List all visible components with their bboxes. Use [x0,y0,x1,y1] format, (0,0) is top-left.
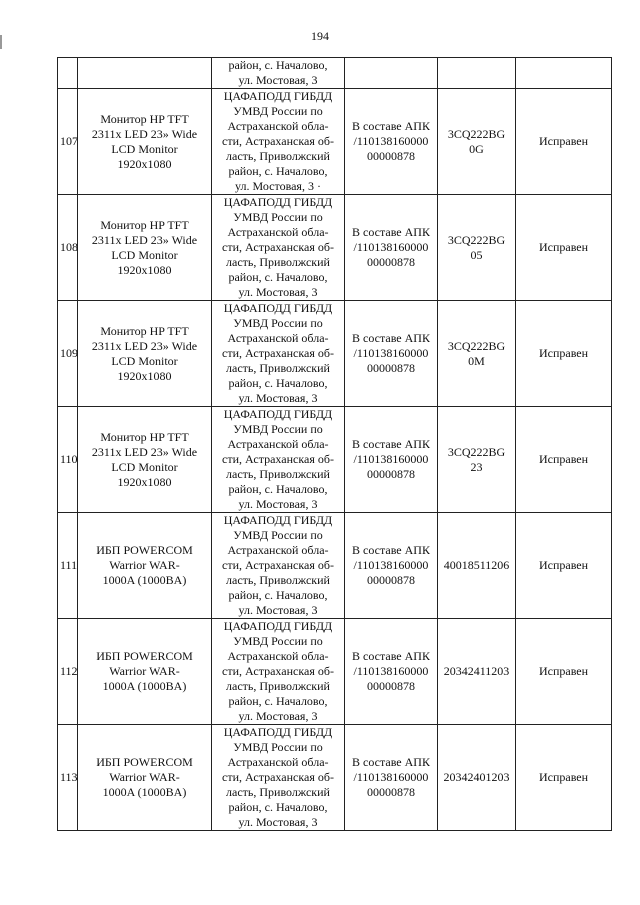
cell-name: ИБП POWERCOM Warrior WAR- 1000A (1000BA) [78,513,212,619]
cell-number: 109 [58,301,78,407]
location-line: район, с. Началово, [228,58,328,72]
cell-serial: 3CQ222BG 0M [438,301,516,407]
equipment-table-body [58,58,612,831]
table-row [58,301,612,407]
location-line: район, с. Началово, [228,270,328,284]
continuation-row [58,58,612,89]
location-line: УМВД России по [233,528,323,542]
cell-serial: 20342411203 [438,619,516,725]
cell-number: 111 [58,513,78,619]
table-row [58,89,612,195]
cell-state [516,58,612,89]
cell-location [212,407,345,513]
location-line: Астраханской обла- [227,437,329,451]
location-line: сти, Астраханская об- [222,452,334,466]
location-line: ул. Мостовая, 3 [238,815,318,829]
cell-location [212,301,345,407]
location-line: ласть, Приволжский [226,679,330,693]
table-row [58,513,612,619]
location-line: ласть, Приволжский [226,785,330,799]
location-line: Астраханской обла- [227,649,329,663]
cell-location [212,195,345,301]
location-line: сти, Астраханская об- [222,134,334,148]
location-line: сти, Астраханская об- [222,770,334,784]
cell-state: Исправен [516,619,612,725]
location-line: сти, Астраханская об- [222,664,334,678]
location-line: ЦАФАПОДД ГИБДД [223,89,333,103]
location-line: район, с. Началово, [228,588,328,602]
location-line: ЦАФАПОДД ГИБДД [223,407,333,421]
cell-location [212,58,345,89]
cell-name: Монитор HP TFT 2311x LED 23» Wide LCD Monitor 1920x1080 [78,301,212,407]
cell-name: ИБП POWERCOM Warrior WAR- 1000A (1000BA) [78,725,212,831]
cell-number: 107 [58,89,78,195]
cell-name [78,58,212,89]
cell-number: 110 [58,407,78,513]
cell-serial: 3CQ222BG 0G [438,89,516,195]
location-line: Астраханской обла- [227,225,329,239]
table-row [58,725,612,831]
location-line: ул. Мостовая, 3 · [235,179,321,193]
cell-state: Исправен [516,89,612,195]
cell-composition: В составе АПК /110138160000 00000878 [345,195,438,301]
cell-name: Монитор HP TFT 2311x LED 23» Wide LCD Monitor 1920x1080 [78,89,212,195]
cell-location [212,619,345,725]
location-line: Астраханской обла- [227,331,329,345]
location-line: ласть, Приволжский [226,467,330,481]
location-line: ЦАФАПОДД ГИБДД [223,725,333,739]
cell-serial [438,58,516,89]
location-line: сти, Астраханская об- [222,558,334,572]
cell-state: Исправен [516,195,612,301]
cell-number: 113 [58,725,78,831]
location-line: Астраханской обла- [227,543,329,557]
cell-number: 112 [58,619,78,725]
location-line: район, с. Началово, [228,800,328,814]
cell-serial: 40018511206 [438,513,516,619]
location-line: ласть, Приволжский [226,255,330,269]
location-line: ЦАФАПОДД ГИБДД [223,619,333,633]
location-line: ласть, Приволжский [226,573,330,587]
location-line: УМВД России по [233,104,323,118]
location-line: УМВД России по [233,634,323,648]
cell-composition: В составе АПК /110138160000 00000878 [345,407,438,513]
location-line: ул. Мостовая, 3 [238,603,318,617]
table-row [58,407,612,513]
cell-location [212,89,345,195]
location-line: ласть, Приволжский [226,149,330,163]
location-line: ЦАФАПОДД ГИБДД [223,513,333,527]
cell-state: Исправен [516,407,612,513]
page-number: 194 [311,29,329,43]
location-line: Астраханской обла- [227,755,329,769]
location-line: ул. Мостовая, 3 [238,73,318,87]
location-line: район, с. Началово, [228,164,328,178]
location-line: район, с. Началово, [228,376,328,390]
location-line: сти, Астраханская об- [222,240,334,254]
location-line: ЦАФАПОДД ГИБДД [223,195,333,209]
cell-serial: 20342401203 [438,725,516,831]
equipment-table [57,57,612,831]
cell-serial: 3CQ222BG 23 [438,407,516,513]
cell-composition: В составе АПК /110138160000 00000878 [345,89,438,195]
cell-composition: В составе АПК /110138160000 00000878 [345,725,438,831]
cell-composition: В составе АПК /110138160000 00000878 [345,513,438,619]
cell-state: Исправен [516,513,612,619]
cell-name: Монитор HP TFT 2311x LED 23» Wide LCD Monitor 1920x1080 [78,407,212,513]
cell-location [212,513,345,619]
cell-location [212,725,345,831]
location-line: ЦАФАПОДД ГИБДД [223,301,333,315]
cell-state: Исправен [516,725,612,831]
location-line: ласть, Приволжский [226,361,330,375]
cell-serial: 3CQ222BG 05 [438,195,516,301]
location-line: УМВД России по [233,422,323,436]
cell-composition [345,58,438,89]
location-line: район, с. Началово, [228,694,328,708]
table-row [58,619,612,725]
cell-number: 108 [58,195,78,301]
location-line: сти, Астраханская об- [222,346,334,360]
location-line: ул. Мостовая, 3 [238,391,318,405]
cell-name: Монитор HP TFT 2311x LED 23» Wide LCD Monitor 1920x1080 [78,195,212,301]
location-line: ул. Мостовая, 3 [238,497,318,511]
location-line: район, с. Началово, [228,482,328,496]
cell-name: ИБП POWERCOM Warrior WAR- 1000A (1000BA) [78,619,212,725]
location-line: УМВД России по [233,740,323,754]
location-line: УМВД России по [233,316,323,330]
cell-state: Исправен [516,301,612,407]
cell-number [58,58,78,89]
location-line: УМВД России по [233,210,323,224]
cell-composition: В составе АПК /110138160000 00000878 [345,619,438,725]
location-line: ул. Мостовая, 3 [238,285,318,299]
table-row [58,195,612,301]
location-line: Астраханской обла- [227,119,329,133]
location-line: ул. Мостовая, 3 [238,709,318,723]
cell-composition: В составе АПК /110138160000 00000878 [345,301,438,407]
